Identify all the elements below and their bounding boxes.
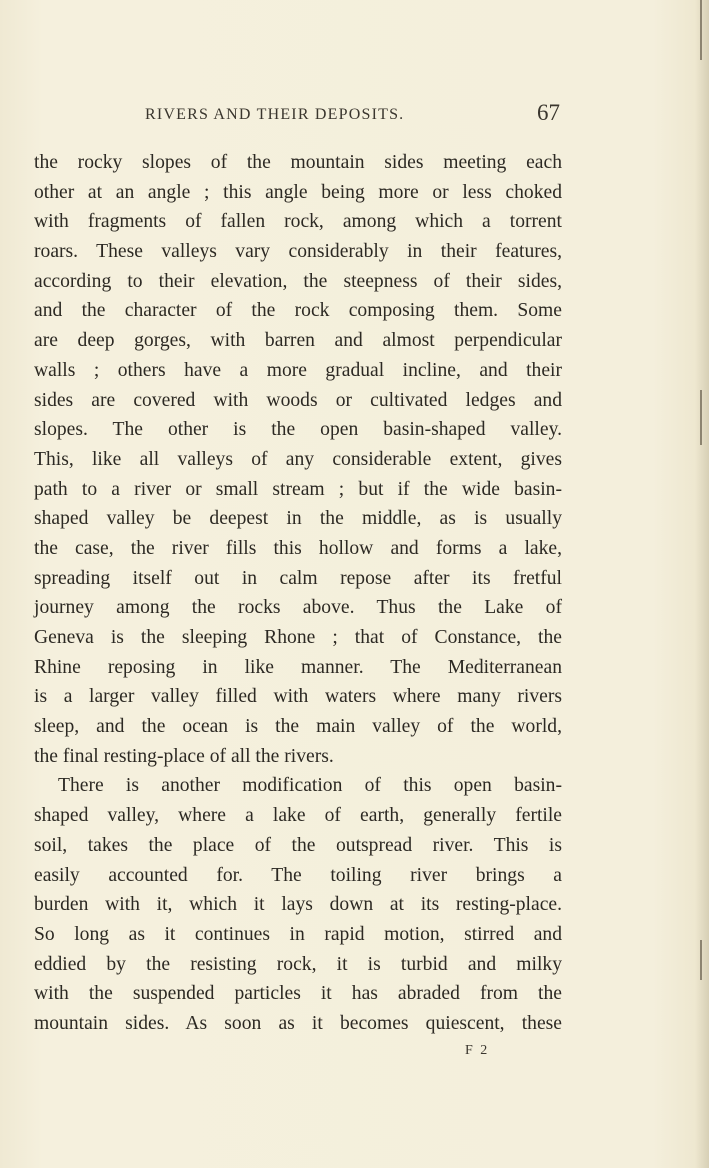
- text-line: path to a river or small stream ; but if the wide basin-: [34, 478, 562, 500]
- text-line: soil, takes the place of the outspread river. This is: [34, 834, 562, 856]
- text-line: This, like all valleys of any considerable extent, gives: [34, 448, 562, 470]
- text-line: with the suspended particles it has abraded from the: [34, 983, 562, 1005]
- text-line: with fragments of fallen rock, among which a torrent: [34, 211, 562, 233]
- text-line: burden with it, which it lays down at its resting-place.: [34, 894, 562, 916]
- text-line: Geneva is the sleeping Rhone ; that of Constance, the: [34, 627, 562, 648]
- text-line: roars. These valleys vary considerably in their features,: [34, 241, 562, 263]
- text-line: mountain sides. As soon as it becomes quiescent, these: [34, 1012, 562, 1034]
- page-edge-mark: [700, 940, 702, 980]
- text-line: sides are covered with woods or cultivated ledges and: [34, 389, 562, 411]
- text-line: So long as it continues in rapid motion, stirred and: [34, 923, 562, 945]
- signature-mark: F 2: [465, 1043, 490, 1058]
- text-line: shaped valley be deepest in the middle, as is usually: [34, 508, 562, 530]
- text-line: walls ; others have a more gradual incline, and their: [34, 359, 562, 381]
- running-head: [35, 100, 560, 130]
- text-line: journey among the rocks above. Thus the Lake of: [34, 597, 562, 619]
- text-line: eddied by the resisting rock, it is turbid and milky: [34, 953, 562, 975]
- running-title: RIVERS AND THEIR DEPOSITS.: [145, 106, 405, 123]
- text-line: the case, the river fills this hollow and forms a lake,: [34, 537, 562, 559]
- page-number: 67: [537, 100, 560, 125]
- text-line: according to their elevation, the steepness of their sides,: [34, 270, 562, 292]
- text-line: other at an angle ; this angle being more or less choked: [34, 181, 562, 203]
- page-edge-mark: [700, 0, 702, 60]
- text-line: and the character of the rock composing them. Some: [34, 300, 562, 322]
- text-line: shaped valley, where a lake of earth, generally fertile: [34, 805, 562, 827]
- text-line: easily accounted for. The toiling river brings a: [34, 864, 562, 886]
- text-line: slopes. The other is the open basin-shaped valley.: [34, 419, 562, 441]
- text-line: spreading itself out in calm repose after its fretful: [34, 567, 562, 589]
- text-line: Rhine reposing in like manner. The Mediterranean: [34, 656, 562, 678]
- text-line: There is another modification of this open basin-: [58, 775, 562, 797]
- text-line: the final resting-place of all the rivers.: [34, 745, 334, 767]
- text-line: are deep gorges, with barren and almost perpendicular: [34, 330, 562, 352]
- page-edge-shadow: [695, 0, 709, 1168]
- page-edge-mark: [700, 390, 702, 445]
- text-line: is a larger valley filled with waters where many rivers: [34, 686, 562, 708]
- text-line: the rocky slopes of the mountain sides meeting each: [34, 152, 562, 173]
- body-text: [34, 148, 562, 1039]
- text-line: sleep, and the ocean is the main valley of the world,: [34, 716, 562, 738]
